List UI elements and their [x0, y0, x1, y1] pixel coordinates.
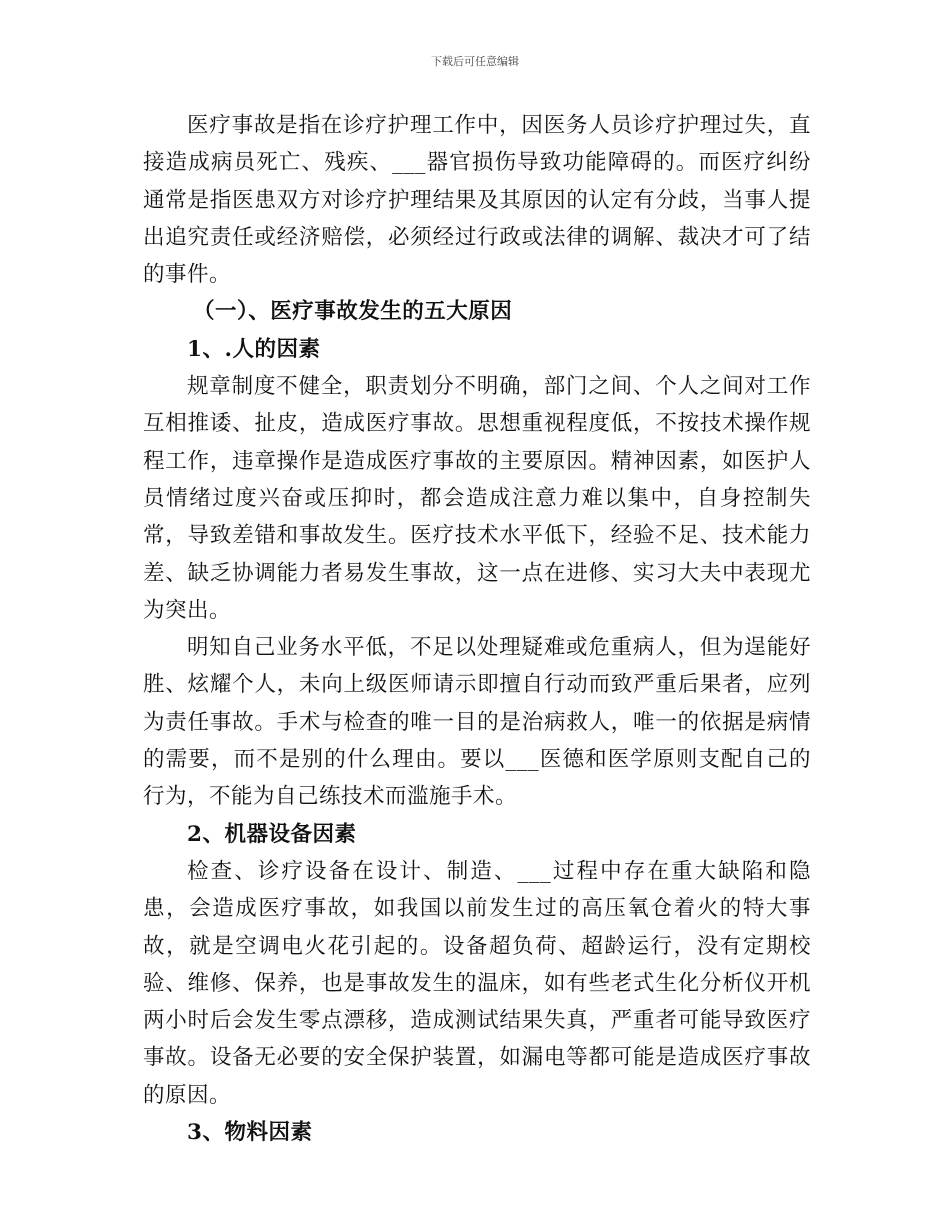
- paragraph-responsibility: 明知自己业务水平低，不足以处理疑难或危重病人，但为逞能好胜、炫耀个人，未向上级医师请示即擅自行动而致严重后果者，应列为责任事故。手术与检查的唯一目的是治病救人，唯一的依据是病情的需要，而不是别的什么理由。要以___医德和医学原则支配自己的行为，不能为自己练技术而滥施手术。: [143, 635, 811, 810]
- subheading-human-factors: 1、.人的因素: [187, 336, 321, 362]
- paragraph-equipment-factors: 检查、诊疗设备在设计、制造、___过程中存在重大缺陷和隐患，会造成医疗事故，如我国以前发生过的高压氧仓着火的特大事故，就是空调电火花引起的。设备超负荷、超龄运行，没有定期校验、维修、保养，也是事故发生的温床，如有些老式生化分析仪开机两小时后会发生零点漂移，造成测试结果失真，严重者可能导致医疗事故。设备无必要的安全保护装置，如漏电等都可能是造成医疗事故的原因。: [143, 858, 811, 1108]
- paragraph-definition: 医疗事故是指在诊疗护理工作中，因医务人员诊疗护理过失，直接造成病员死亡、残疾、___器官损伤导致功能障碍的。而医疗纠纷通常是指医患双方对诊疗护理结果及其原因的认定有分歧，当事人提出追究责任或经济赔偿，必须经过行政或法律的调解、裁决才可了结的事件。: [143, 113, 811, 288]
- document-body: [143, 107, 811, 1151]
- subheading-equipment-factors: 2、机器设备因素: [187, 821, 357, 847]
- paragraph-human-factors: 规章制度不健全，职责划分不明确，部门之间、个人之间对工作互相推诿、扯皮，造成医疗事故。思想重视程度低，不按技术操作规程工作，违章操作是造成医疗事故的主要原因。精神因素，如医护人员情绪过度兴奋或压抑时，都会造成注意力难以集中，自身控制失常，导致差错和事故发生。医疗技术水平低下，经验不足、技术能力差、缺乏协调能力者易发生事故，这一点在进修、实习大夫中表现尤为突出。: [143, 374, 811, 623]
- page-header-note: 下载后可任意编辑: [431, 55, 519, 68]
- section-heading-five-causes: （一）、医疗事故发生的五大原因: [193, 299, 513, 325]
- subheading-material-factors: 3、物料因素: [187, 1120, 313, 1146]
